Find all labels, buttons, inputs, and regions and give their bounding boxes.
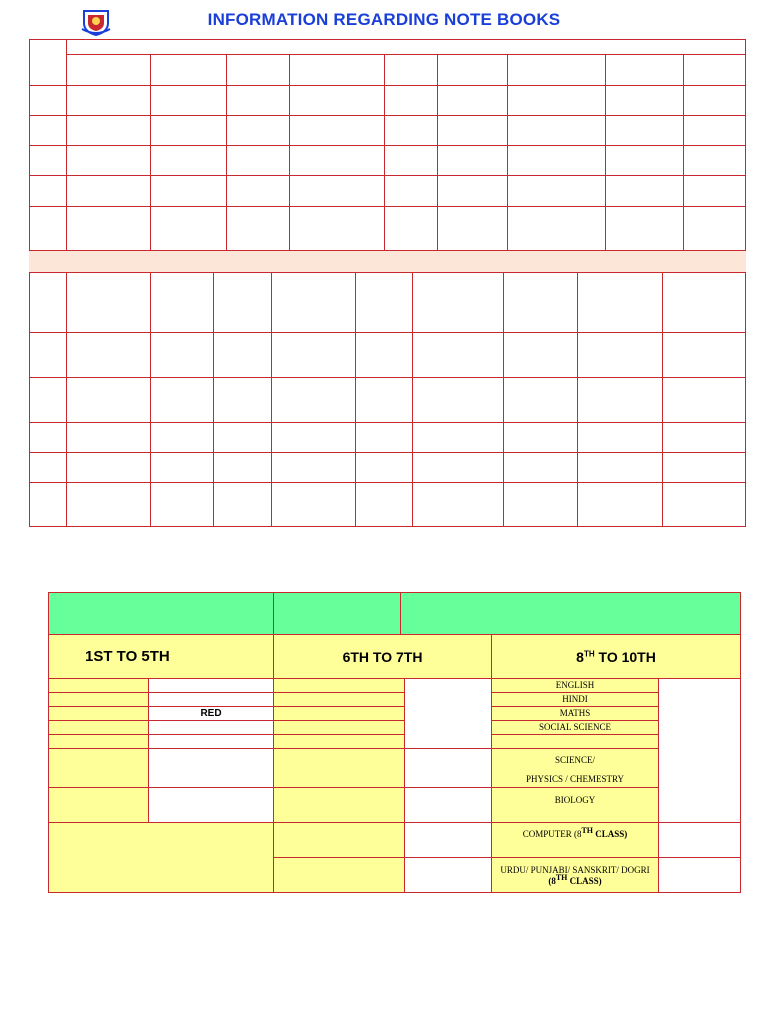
subject-hindi: HINDI: [491, 692, 659, 707]
column-heading-8th-10th: 8TH TO 10TH: [491, 634, 741, 679]
subject-computer: COMPUTER (8TH CLASS): [491, 822, 659, 858]
column-heading-1st-5th: 1ST TO 5TH: [48, 634, 274, 679]
green-header-cell-2: [273, 592, 401, 635]
column-heading-6th-7th: 6TH TO 7TH: [273, 634, 492, 679]
section-divider-band: [29, 251, 746, 272]
subject-languages: URDU/ PUNJABI/ SANSKRIT/ DOGRI (8TH CLASS): [491, 857, 659, 893]
green-header-cell-3: [400, 592, 741, 635]
subject-english: ENGLISH: [491, 678, 659, 693]
subject-maths: MATHS: [491, 706, 659, 721]
primary-colour-cell: RED: [148, 706, 274, 721]
subject-biology: BIOLOGY: [491, 787, 659, 823]
page-title: INFORMATION REGARDING NOTE BOOKS: [207, 10, 561, 29]
subject-science: SCIENCE/ PHYSICS / CHEMESTRY: [491, 748, 659, 788]
subject-social-science: SOCIAL SCIENCE: [491, 720, 659, 735]
green-header-cell-1: [48, 592, 274, 635]
